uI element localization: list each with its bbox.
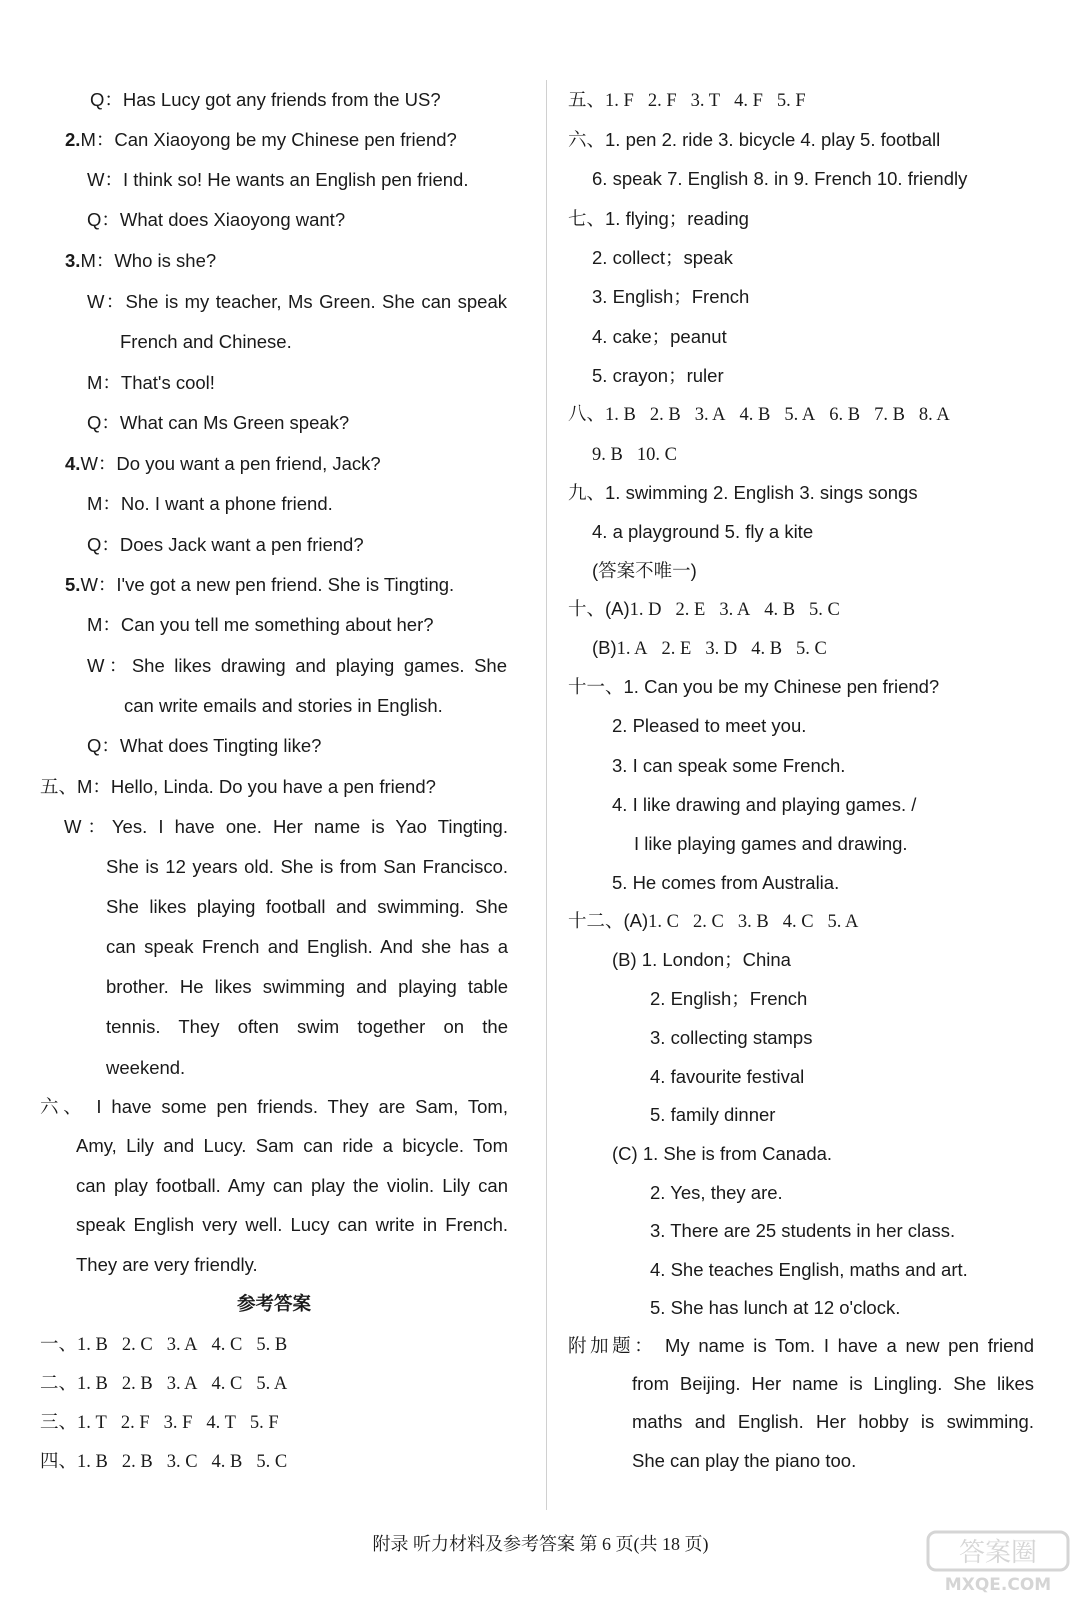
page-footer: 附录 听力材料及参考答案 第 6 页(共 18 页): [372, 1534, 709, 1554]
line-text: M：No. I want a phone friend.: [87, 493, 333, 514]
line-text: 4. favourite festival: [650, 1066, 805, 1087]
right-column-line: [634, 832, 908, 856]
line-text: 5. He comes from Australia.: [612, 872, 840, 893]
answer-item: 4. C: [782, 912, 814, 932]
line-text: They are very friendly.: [76, 1254, 258, 1275]
watermark-logo: [923, 1524, 1073, 1594]
line-text: She is 12 years old. She is from San Francisco.: [106, 856, 508, 877]
answer-item: 3. A: [166, 1374, 198, 1394]
line-text: W：She is my teacher, Ms Green. She can speak: [87, 291, 507, 312]
right-column-line: [592, 636, 827, 661]
line-text: Amy, Lily and Lucy. Sam can ride a bicycle. Tom: [76, 1135, 508, 1156]
left-column-line: [76, 1174, 508, 1198]
answer-item: 3. A: [719, 600, 751, 620]
item-number: 5.: [65, 574, 81, 595]
line-text: 3. There are 25 students in her class.: [650, 1220, 956, 1241]
answer-item: 2. C: [693, 912, 724, 932]
line-text: can write emails and stories in English.: [124, 695, 443, 716]
item-number: 2.: [65, 129, 81, 150]
answer-item: 1. F: [605, 91, 634, 111]
right-column-line: [592, 559, 697, 583]
question-label: (B): [592, 637, 617, 658]
answer-item: 3. C: [166, 1452, 198, 1472]
left-column-line: [65, 249, 216, 273]
question-label: 四、: [40, 1450, 78, 1471]
line-text: 6. speak 7. English 8. in 9. French 10. friendly: [592, 168, 968, 189]
left-column-line: [90, 88, 441, 112]
answer-item: 1. D: [629, 600, 662, 620]
right-column-line: [612, 714, 806, 738]
right-column-line: [568, 402, 950, 427]
line-text: 5. crayon；ruler: [592, 365, 724, 386]
line-text: 4. She teaches English, maths and art.: [650, 1259, 968, 1280]
line-text: M：Can you tell me something about her?: [87, 614, 434, 635]
answer-item: 2. E: [661, 639, 692, 659]
answer-item: 1. A: [616, 639, 648, 659]
svg-text:MXQE.COM: MXQE.COM: [944, 1575, 1052, 1594]
answer-item: 2. B: [121, 1374, 153, 1394]
answer-item: 4. C: [211, 1335, 243, 1355]
line-text: W：Yes. I have one. Her name is Yao Tingting.: [64, 816, 508, 837]
answer-item: 4. T: [206, 1413, 236, 1433]
left-column-line: [40, 1292, 508, 1316]
left-column-line: [87, 208, 345, 232]
right-column-line: [612, 871, 839, 895]
right-column-line: [568, 88, 806, 113]
line-text: Q：Does Jack want a pen friend?: [87, 534, 364, 555]
left-column-line: [40, 775, 436, 799]
right-column-line: [568, 128, 940, 152]
answer-item: 4. B: [739, 405, 771, 425]
right-column-line: [568, 675, 939, 699]
line-text: 2. Pleased to meet you.: [612, 715, 807, 736]
left-column-line: [87, 492, 333, 516]
left-column-line: [106, 1056, 185, 1080]
left-column-line: [76, 1253, 258, 1277]
line-text: 3. I can speak some French.: [612, 755, 846, 776]
line-text: M：Who is she?: [80, 250, 217, 271]
left-column-line: [106, 975, 508, 999]
right-column-line: [612, 1142, 832, 1166]
right-column-line: [632, 1410, 1034, 1434]
answer-item: 5. A: [784, 405, 816, 425]
right-column-line: [592, 364, 724, 388]
right-column-line: [592, 246, 733, 270]
line-text: maths and English. Her hobby is swimming.: [632, 1411, 1034, 1432]
left-column-line: [65, 452, 381, 476]
line-text: 参考答案: [236, 1293, 311, 1314]
left-column-line: [64, 815, 508, 839]
left-column-line: [76, 1134, 508, 1158]
line-text: French and Chinese.: [120, 331, 292, 352]
line-text: tennis. They often swim together on the: [106, 1016, 508, 1037]
line-text: She can play the piano too.: [632, 1450, 857, 1471]
answer-item: 5. F: [249, 1413, 279, 1433]
line-text: 4. a playground 5. fly a kite: [592, 521, 814, 542]
line-text: W：She likes drawing and playing games. She: [87, 655, 507, 676]
right-column-line: [568, 909, 858, 934]
question-label: 三、: [40, 1411, 78, 1432]
question-label: 十、(A): [568, 598, 630, 619]
line-text: 十一、1. Can you be my Chinese pen friend?: [568, 676, 940, 697]
answer-item: 3. B: [737, 912, 769, 932]
right-column-line: [650, 1296, 900, 1320]
answer-item: 9. B: [592, 445, 623, 465]
answer-item: 3. A: [166, 1335, 198, 1355]
line-text: W：I've got a new pen friend. She is Tingting.: [80, 574, 455, 595]
item-number: 4.: [65, 453, 81, 474]
line-text: 六、 I have some pen friends. They are Sam, Tom,: [40, 1096, 508, 1117]
right-column-line: [568, 1334, 1034, 1358]
answer-item: 3. F: [163, 1413, 193, 1433]
line-text: Q：Has Lucy got any friends from the US?: [90, 89, 441, 110]
answer-item: 2. B: [121, 1452, 153, 1472]
answer-item: 3. T: [690, 91, 721, 111]
line-text: can speak French and English. And she has a: [106, 936, 508, 957]
right-column-line: [632, 1449, 856, 1473]
question-label: 二、: [40, 1372, 78, 1393]
answer-item: 5. A: [827, 912, 859, 932]
right-column-line: [568, 207, 749, 231]
answer-item: 5. A: [256, 1374, 288, 1394]
answer-item: 5. C: [796, 639, 827, 659]
answer-item: 5. F: [776, 91, 806, 111]
right-column-line: [612, 793, 916, 817]
line-text: 2. collect；speak: [592, 247, 733, 268]
line-text: 3. English；French: [592, 286, 750, 307]
line-text: 九、1. swimming 2. English 3. sings songs: [568, 482, 918, 503]
answer-item: 2. F: [647, 91, 677, 111]
line-text: Q：What does Xiaoyong want?: [87, 209, 346, 230]
left-column-line: [87, 411, 349, 435]
column-divider: [546, 80, 547, 1510]
line-text: W：Do you want a pen friend, Jack?: [80, 453, 381, 474]
answer-item: 1. T: [77, 1413, 107, 1433]
line-text: 七、1. flying；reading: [568, 208, 749, 229]
right-column-line: [592, 285, 749, 309]
line-text: 2. Yes, they are.: [650, 1182, 783, 1203]
left-column-line: [106, 895, 508, 919]
left-column-line: [65, 128, 457, 152]
answer-item: 1. B: [77, 1374, 108, 1394]
line-text: from Beijing. Her name is Lingling. She likes: [632, 1373, 1034, 1394]
line-text: 五、M：Hello, Linda. Do you have a pen friend?: [40, 776, 436, 797]
right-column-line: [592, 167, 967, 191]
question-label: 十二、(A): [568, 910, 649, 931]
right-column-line: [650, 987, 807, 1011]
line-text: can play football. Amy can play the violin. Lily can: [76, 1175, 508, 1196]
answer-item: 3. A: [694, 405, 726, 425]
answer-item: 7. B: [874, 405, 905, 425]
left-column-line: [106, 855, 508, 879]
left-column-line: [87, 290, 507, 314]
left-column-line: [40, 1332, 287, 1357]
line-text: 5. family dinner: [650, 1104, 776, 1125]
line-text: W：I think so! He wants an English pen friend.: [87, 169, 469, 190]
line-text: M：Can Xiaoyong be my Chinese pen friend?: [80, 129, 457, 150]
answer-item: 5. C: [809, 600, 840, 620]
left-column-line: [87, 533, 364, 557]
line-text: 2. English；French: [650, 988, 808, 1009]
answer-item: 2. E: [675, 600, 706, 620]
left-column-line: [87, 613, 434, 637]
line-text: (B) 1. London；China: [612, 949, 791, 970]
answer-item: 1. B: [77, 1335, 108, 1355]
answer-item: 4. B: [764, 600, 796, 620]
line-text: brother. He likes swimming and playing table: [106, 976, 508, 997]
right-column-line: [612, 948, 791, 972]
right-column-line: [650, 1103, 775, 1127]
left-column-line: [87, 371, 215, 395]
answer-item: 3. D: [705, 639, 738, 659]
right-column-line: [592, 442, 677, 467]
line-text: 附加题： My name is Tom. I have a new pen friend: [568, 1335, 1034, 1356]
line-text: speak English very well. Lucy can write in French.: [76, 1214, 508, 1235]
answer-item: 1. B: [605, 405, 636, 425]
question-label: 五、: [568, 89, 606, 110]
line-text: (答案不唯一): [592, 560, 697, 581]
line-text: 5. She has lunch at 12 o'clock.: [650, 1297, 901, 1318]
line-text: (C) 1. She is from Canada.: [612, 1143, 833, 1164]
question-label: 八、: [568, 403, 606, 424]
answer-item: 1. B: [77, 1452, 108, 1472]
line-text: She likes playing football and swimming. She: [106, 896, 508, 917]
left-column-line: [40, 1449, 287, 1474]
left-column-line: [87, 654, 507, 678]
right-column-line: [650, 1181, 783, 1205]
left-column-line: [87, 168, 469, 192]
answer-item: 2. B: [649, 405, 681, 425]
answer-item: 4. B: [751, 639, 783, 659]
right-column-line: [568, 597, 840, 622]
line-text: weekend.: [106, 1057, 186, 1078]
right-column-line: [650, 1065, 804, 1089]
answer-item: 4. B: [211, 1452, 243, 1472]
right-column-line: [650, 1026, 812, 1050]
answer-item: 10. C: [636, 445, 677, 465]
right-column-line: [568, 481, 918, 505]
question-label: 一、: [40, 1333, 78, 1354]
left-column-line: [124, 694, 443, 718]
left-column-line: [40, 1095, 508, 1119]
left-column-line: [40, 1410, 279, 1435]
right-column-line: [650, 1258, 968, 1282]
item-number: 3.: [65, 250, 81, 271]
line-text: I like playing games and drawing.: [634, 833, 908, 854]
line-text: M：That's cool!: [87, 372, 215, 393]
line-text: 3. collecting stamps: [650, 1027, 813, 1048]
right-column-line: [592, 520, 813, 544]
answer-item: 8. A: [918, 405, 950, 425]
right-column-line: [632, 1372, 1034, 1396]
answer-item: 1. C: [648, 912, 680, 932]
left-column-line: [106, 1015, 508, 1039]
answer-item: 5. C: [256, 1452, 288, 1472]
svg-text:答案圈: 答案圈: [958, 1538, 1038, 1568]
left-column-line: [65, 573, 454, 597]
answer-item: 5. B: [256, 1335, 288, 1355]
line-text: 4. cake；peanut: [592, 326, 727, 347]
left-column-line: [40, 1371, 287, 1396]
left-column-line: [106, 935, 508, 959]
line-text: Q：What does Tingting like?: [87, 735, 322, 756]
right-column-line: [650, 1219, 955, 1243]
left-column-line: [76, 1213, 508, 1237]
line-text: 六、1. pen 2. ride 3. bicycle 4. play 5. football: [568, 129, 941, 150]
answer-item: 4. C: [211, 1374, 243, 1394]
answer-item: 2. C: [121, 1335, 153, 1355]
left-column-line: [120, 330, 292, 354]
answer-item: 6. B: [829, 405, 861, 425]
right-column-line: [592, 325, 727, 349]
line-text: Q：What can Ms Green speak?: [87, 412, 350, 433]
line-text: 4. I like drawing and playing games. /: [612, 794, 917, 815]
left-column-line: [87, 734, 321, 758]
answer-item: 4. F: [734, 91, 763, 111]
answer-item: 2. F: [120, 1413, 150, 1433]
right-column-line: [612, 754, 845, 778]
